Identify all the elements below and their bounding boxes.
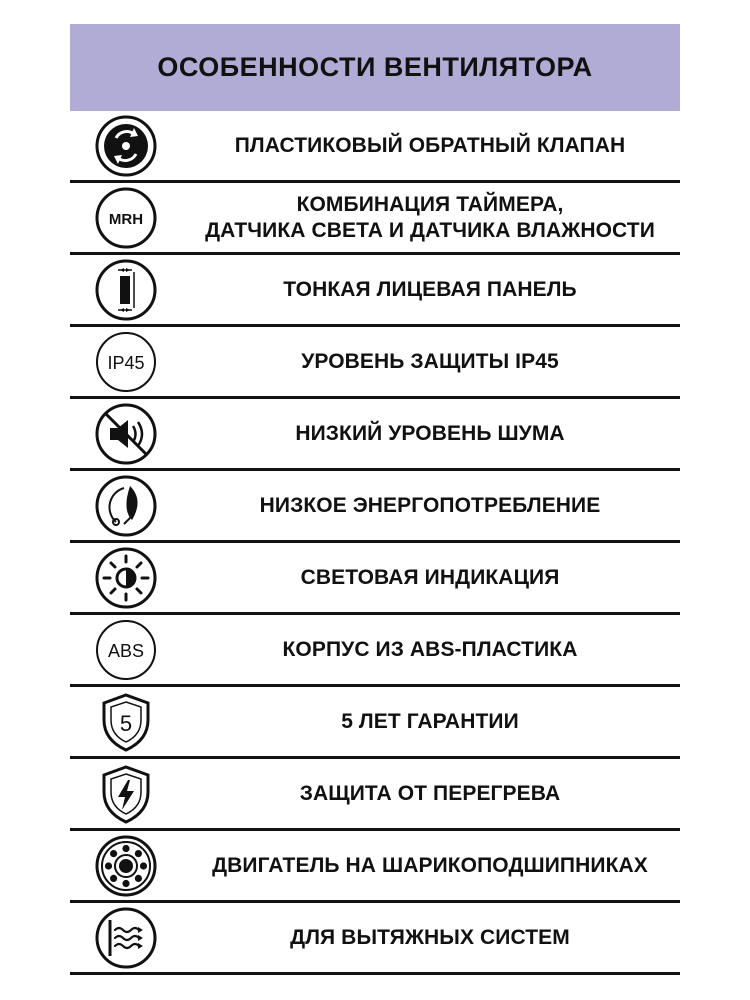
feature-label: ДЛЯ ВЫТЯЖНЫХ СИСТЕМ: [290, 925, 570, 949]
light-indicator-icon: [94, 546, 158, 610]
shield-5-icon-text: 5: [119, 710, 133, 736]
mrh-icon-text: MRH: [108, 210, 144, 228]
leaf-icon: [94, 474, 158, 538]
feature-label: ТОНКАЯ ЛИЦЕВАЯ ПАНЕЛЬ: [283, 277, 577, 301]
feature-label: УРОВЕНЬ ЗАЩИТЫ IP45: [301, 349, 559, 373]
feature-label: ПЛАСТИКОВЫЙ ОБРАТНЫЙ КЛАПАН: [234, 133, 626, 157]
feature-row: [70, 327, 680, 399]
muted-speaker-icon: [94, 402, 158, 466]
feature-row: [70, 903, 680, 975]
feature-label: ЗАЩИТА ОТ ПЕРЕГРЕВА: [299, 781, 561, 805]
abs-icon: [94, 618, 158, 682]
feature-row: [70, 471, 680, 543]
feature-row: [70, 831, 680, 903]
shield-5-icon: [94, 690, 158, 754]
mrh-icon: [94, 186, 158, 250]
feature-row: [70, 399, 680, 471]
ball-bearing-icon: [94, 834, 158, 898]
feature-label: ДВИГАТЕЛЬ НА ШАРИКОПОДШИПНИКАХ: [212, 853, 648, 877]
ip45-icon: [94, 330, 158, 394]
page-title: ОСОБЕННОСТИ ВЕНТИЛЯТОРА: [157, 52, 593, 82]
feature-row: [70, 183, 680, 255]
feature-row: [70, 615, 680, 687]
abs-icon-text: ABS: [107, 640, 145, 661]
shield-lightning-icon: [94, 762, 158, 826]
feature-label: НИЗКИЙ УРОВЕНЬ ШУМА: [295, 421, 565, 445]
ip45-icon-text: IP45: [107, 352, 145, 373]
feature-row: [70, 759, 680, 831]
thin-panel-icon: [94, 258, 158, 322]
feature-label: НИЗКОЕ ЭНЕРГОПОТРЕБЛЕНИЕ: [259, 493, 601, 517]
rotation-arrows-icon: [94, 114, 158, 178]
feature-row: [70, 543, 680, 615]
feature-row: [70, 111, 680, 183]
feature-label: КОМБИНАЦИЯ ТАЙМЕРА, ДАТЧИКА СВЕТА И ДАТЧИКА ВЛАЖНОСТИ: [205, 192, 655, 242]
feature-label: СВЕТОВАЯ ИНДИКАЦИЯ: [300, 565, 560, 589]
exhaust-airflow-icon: [94, 906, 158, 970]
feature-row: [70, 255, 680, 327]
feature-list: [70, 111, 680, 975]
feature-label: КОРПУС ИЗ ABS-ПЛАСТИКА: [282, 637, 578, 661]
header-banner: [70, 24, 680, 111]
feature-row: [70, 687, 680, 759]
feature-label: 5 ЛЕТ ГАРАНТИИ: [341, 709, 519, 733]
